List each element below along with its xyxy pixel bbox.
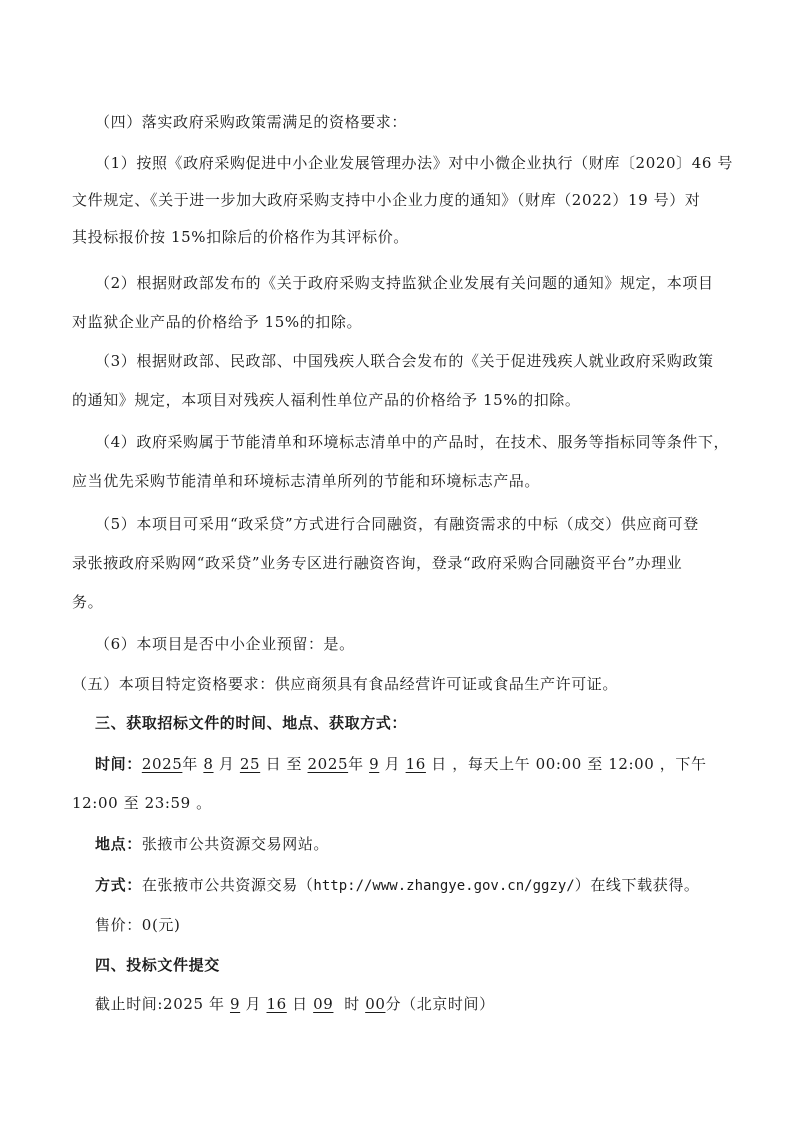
- deadline-suffix: （北京时间）: [401, 995, 495, 1013]
- to-char: 至: [286, 755, 303, 773]
- minute-char: 分: [385, 995, 402, 1013]
- item-4-line-1: （4）政府采购属于节能清单和环境标志清单中的产品时，在技术、服务等指标同等条件下，: [95, 433, 730, 451]
- deadline-minute: 00: [365, 995, 386, 1013]
- method-value-post: ）在线下载获得。: [574, 876, 700, 894]
- item-3-line-2: 的通知》规定，本项目对残疾人福利性单位产品的价格给予 15%的扣除。: [72, 391, 581, 409]
- start-month: 8: [203, 755, 214, 773]
- location-line: [95, 834, 329, 854]
- item-1-line-3: 其投标报价按 15%扣除后的价格作为其评标价。: [72, 228, 409, 246]
- end-month: 9: [369, 755, 380, 773]
- deadline-hour: 09: [313, 995, 334, 1013]
- start-day: 25: [239, 755, 261, 773]
- time-line: [95, 754, 707, 774]
- item-1-line-1: （1）按照《政府采购促进中小企业发展管理办法》对中小微企业执行（财库〔2020〕46 号: [95, 154, 733, 172]
- item-5-line-3: 务。: [72, 593, 104, 611]
- day-char: 日: [265, 755, 282, 773]
- deadline-prefix: 截止时间:2025 年: [95, 995, 225, 1013]
- hour-char: 时: [344, 995, 360, 1013]
- heading-3: 三、获取招标文件的时间、地点、获取方式：: [95, 714, 408, 732]
- price: 售价：0(元): [95, 916, 181, 934]
- end-year: 2025: [307, 755, 349, 773]
- location-value: 张掖市公共资源交易网站。: [141, 835, 330, 853]
- heading-4: 四、投标文件提交: [95, 956, 220, 974]
- location-label: 地点：: [95, 835, 142, 853]
- item-6: （6）本项目是否中小企业预留：是。: [95, 635, 355, 653]
- start-year: 2025: [141, 755, 183, 773]
- section-4-title: （四）落实政府采购政策需满足的资格要求：: [95, 113, 408, 131]
- year-char: 年: [182, 755, 198, 773]
- month-char: 月: [384, 755, 401, 773]
- afternoon-hours: 12:00 至 23:59 。: [72, 794, 212, 812]
- day-char: 日: [431, 755, 447, 773]
- month-char: 月: [245, 995, 262, 1013]
- item-2-line-2: 对监狱企业产品的价格给予 15%的扣除。: [72, 313, 363, 331]
- month-char: 月: [218, 755, 235, 773]
- item-4-line-2: 应当优先采购节能清单和环境标志清单所列的节能和环境标志产品。: [72, 472, 541, 490]
- deadline-day: 16: [266, 995, 287, 1013]
- day-char: 日: [292, 995, 308, 1013]
- method-value-pre: 在张掖市公共资源交易（: [141, 876, 314, 894]
- time-label: 时间：: [95, 755, 142, 773]
- end-day: 16: [405, 755, 426, 773]
- section-5: （五）本项目特定资格要求：供应商须具有食品经营许可证或食品生产许可证。: [72, 675, 619, 693]
- item-1-line-2: 文件规定、《关于进一步加大政府采购支持中小企业力度的通知》（财库（2022）19 号）对: [72, 191, 701, 209]
- item-3-line-1: （3）根据财政部、民政部、中国残疾人联合会发布的《关于促进残疾人就业政府采购政策: [95, 352, 714, 370]
- item-5-line-1: （5）本项目可采用“政采贷”方式进行合同融资，有融资需求的中标（成交）供应商可登: [95, 515, 699, 533]
- method-line: [95, 875, 700, 896]
- item-5-line-2: 录张掖政府采购网“政采贷”业务专区进行融资咨询，登录“政府采购合同融资平台”办理业: [72, 554, 683, 572]
- item-2-line-1: （2）根据财政部发布的《关于政府采购支持监狱企业发展有关问题的通知》规定，本项目: [95, 274, 714, 292]
- method-label: 方式：: [95, 876, 142, 894]
- deadline-month: 9: [229, 995, 241, 1013]
- daily-hours: ，每天上午 00:00 至 12:00 ，下午: [452, 755, 707, 773]
- ggzy-url-link[interactable]: http://www.zhangye.gov.cn/ggzy/: [313, 878, 575, 894]
- year-char: 年: [348, 755, 364, 773]
- deadline-line: [95, 994, 495, 1014]
